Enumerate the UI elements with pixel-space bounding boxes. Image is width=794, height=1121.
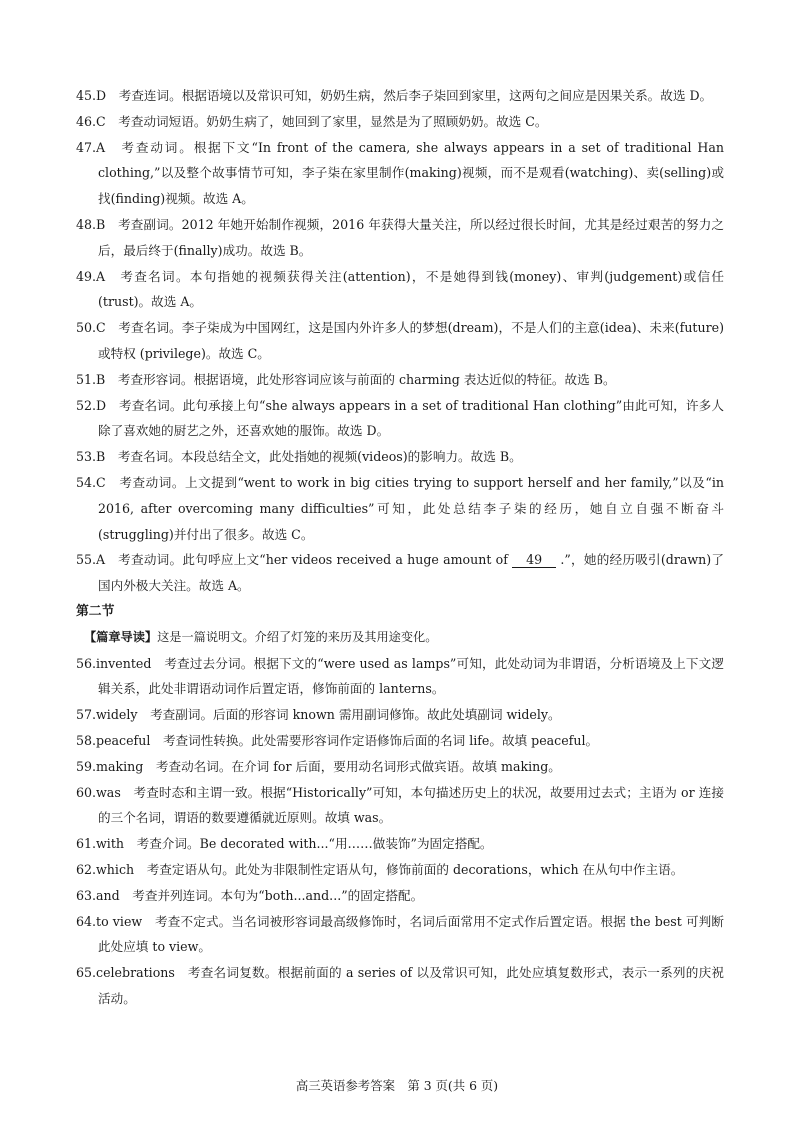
answer-item-q64: 64.to view 考查不定式。当名词被形容词最高级修饰时，名词后面常用不定式作后置定语。根据 the best 可判断此处应填 to view。: [76, 913, 724, 955]
answer-item-q63: 63.and 考查并列连词。本句为“both...and...”的固定搭配。: [76, 887, 424, 903]
answer-item-q51: 51.B 考查形容词。根据语境，此处形容词应该与前面的 charming 表达近似的特征。故选 B。: [76, 371, 616, 387]
answer-item-q62: 62.which 考查定语从句。此处为非限制性定语从句，修饰前面的 decorations，which 在从句中作主语。: [76, 861, 684, 877]
section-one-answers: [76, 83, 724, 547]
answer-item-q52: 52.D 考查名词。此句承接上句“she always appears in a set of traditional Han clothing”由此可知，许多人除了喜欢她的厨艺之外，还喜欢她的服饰。故选 D。: [76, 397, 724, 439]
answer-item-q46: 46.C 考查动词短语。奶奶生病了，她回到了家里，显然是为了照顾奶奶。故选 C。: [76, 113, 548, 129]
answer-item-q60: 60.was 考查时态和主谓一致。根据“Historically”可知，本句描述历史上的状况，故要用过去式；主语为 or 连接的三个名词，谓语的数要遵循就近原则。故填 was。: [76, 784, 724, 826]
answer-item-q48: 48.B 考查副词。2012 年她开始制作视频，2016 年获得大量关注，所以经过很长时间，尤其是经过艰苦的努力之后，最后终于(finally)成功。故选 B。: [76, 216, 724, 258]
answer-item-q53: 53.B 考查名词。本段总结全文，此处指她的视频(videos)的影响力。故选 B。: [76, 449, 522, 465]
q55-text-after: .”，她的经历吸引(drawn)了国内外极大关注。故选 A。: [98, 552, 724, 594]
answer-item-q49: 49.A 考查名词。本句指她的视频获得关注(attention)，不是她得到钱(money)、审判(judgement)或信任(trust)。故选 A。: [76, 268, 724, 310]
section-two-title: 第二节: [76, 603, 115, 619]
answer-item-q58: 58.peaceful 考查词性转换。此处需要形容词作定语修饰后面的名词 life。故填 peaceful。: [76, 732, 599, 748]
answer-item-q56: 56.invented 考查过去分词。根据下文的“were used as lamps”可知，此处动词为非谓语，分析语境及上下文逻辑关系，此处非谓语动词作后置定语，修饰前面的 lanterns。: [76, 655, 724, 697]
answer-item-q55: [76, 547, 724, 599]
answer-content: [76, 83, 724, 1012]
answer-item-q59: 59.making 考查动名词。在介词 for 后面，要用动名词形式做宾语。故填 making。: [76, 758, 561, 774]
section-two-answers: [76, 651, 724, 1012]
page-footer: 高三英语参考答案 第 3 页(共 6 页): [295, 1078, 499, 1093]
answer-item-q47: 47.A 考查动词。根据下文“In front of the camera, she always appears in a set of traditional Han clothing,”以及整个故事情节可知，李子柒在家里制作(making)视频，而不是观看(watching)、卖(selling)或找(finding)视频。故选 A。: [76, 139, 724, 207]
answer-item-q57: 57.widely 考查副词。后面的形容词 known 需用副词修饰。故此处填副词 widely。: [76, 707, 561, 723]
passage-intro: [76, 625, 724, 651]
answer-item-q65: 65.celebrations 考查名词复数。根据前面的 a series of 以及常识可知，此处应填复数形式，表示一系列的庆祝活动。: [76, 965, 724, 1006]
q55-text-before: 55.A 考查动词。此句呼应上文“her videos received a huge amount of: [76, 552, 513, 568]
q55-blank: 49: [512, 553, 556, 568]
answer-item-q61: 61.with 考查介词。Be decorated with...“用……做装饰”为固定搭配。: [76, 836, 493, 852]
answer-item-q45: 45.D 考查连词。根据语境以及常识可知，奶奶生病，然后李子柒回到家里，这两句之间应是因果关系。故选 D。: [76, 88, 713, 103]
passage-intro-tag: 【篇章导读】: [84, 629, 158, 644]
answer-item-q50: 50.C 考查名词。李子柒成为中国网红，这是国内外许多人的梦想(dream)，不是人们的主意(idea)、未来(future)或特权 (privilege)。故选 C。: [76, 320, 724, 361]
answer-item-q54: 54.C 考查动词。上文提到“went to work in big cities trying to support herself and her family,”以及“in 2016, after overcoming many difficulties”可知，此处总结李子柒的经历，她自立自强不断奋斗(struggling)并付出了很多。故选 C。: [76, 474, 724, 542]
passage-intro-text: 这是一篇说明文。介绍了灯笼的来历及其用途变化。: [157, 629, 438, 644]
